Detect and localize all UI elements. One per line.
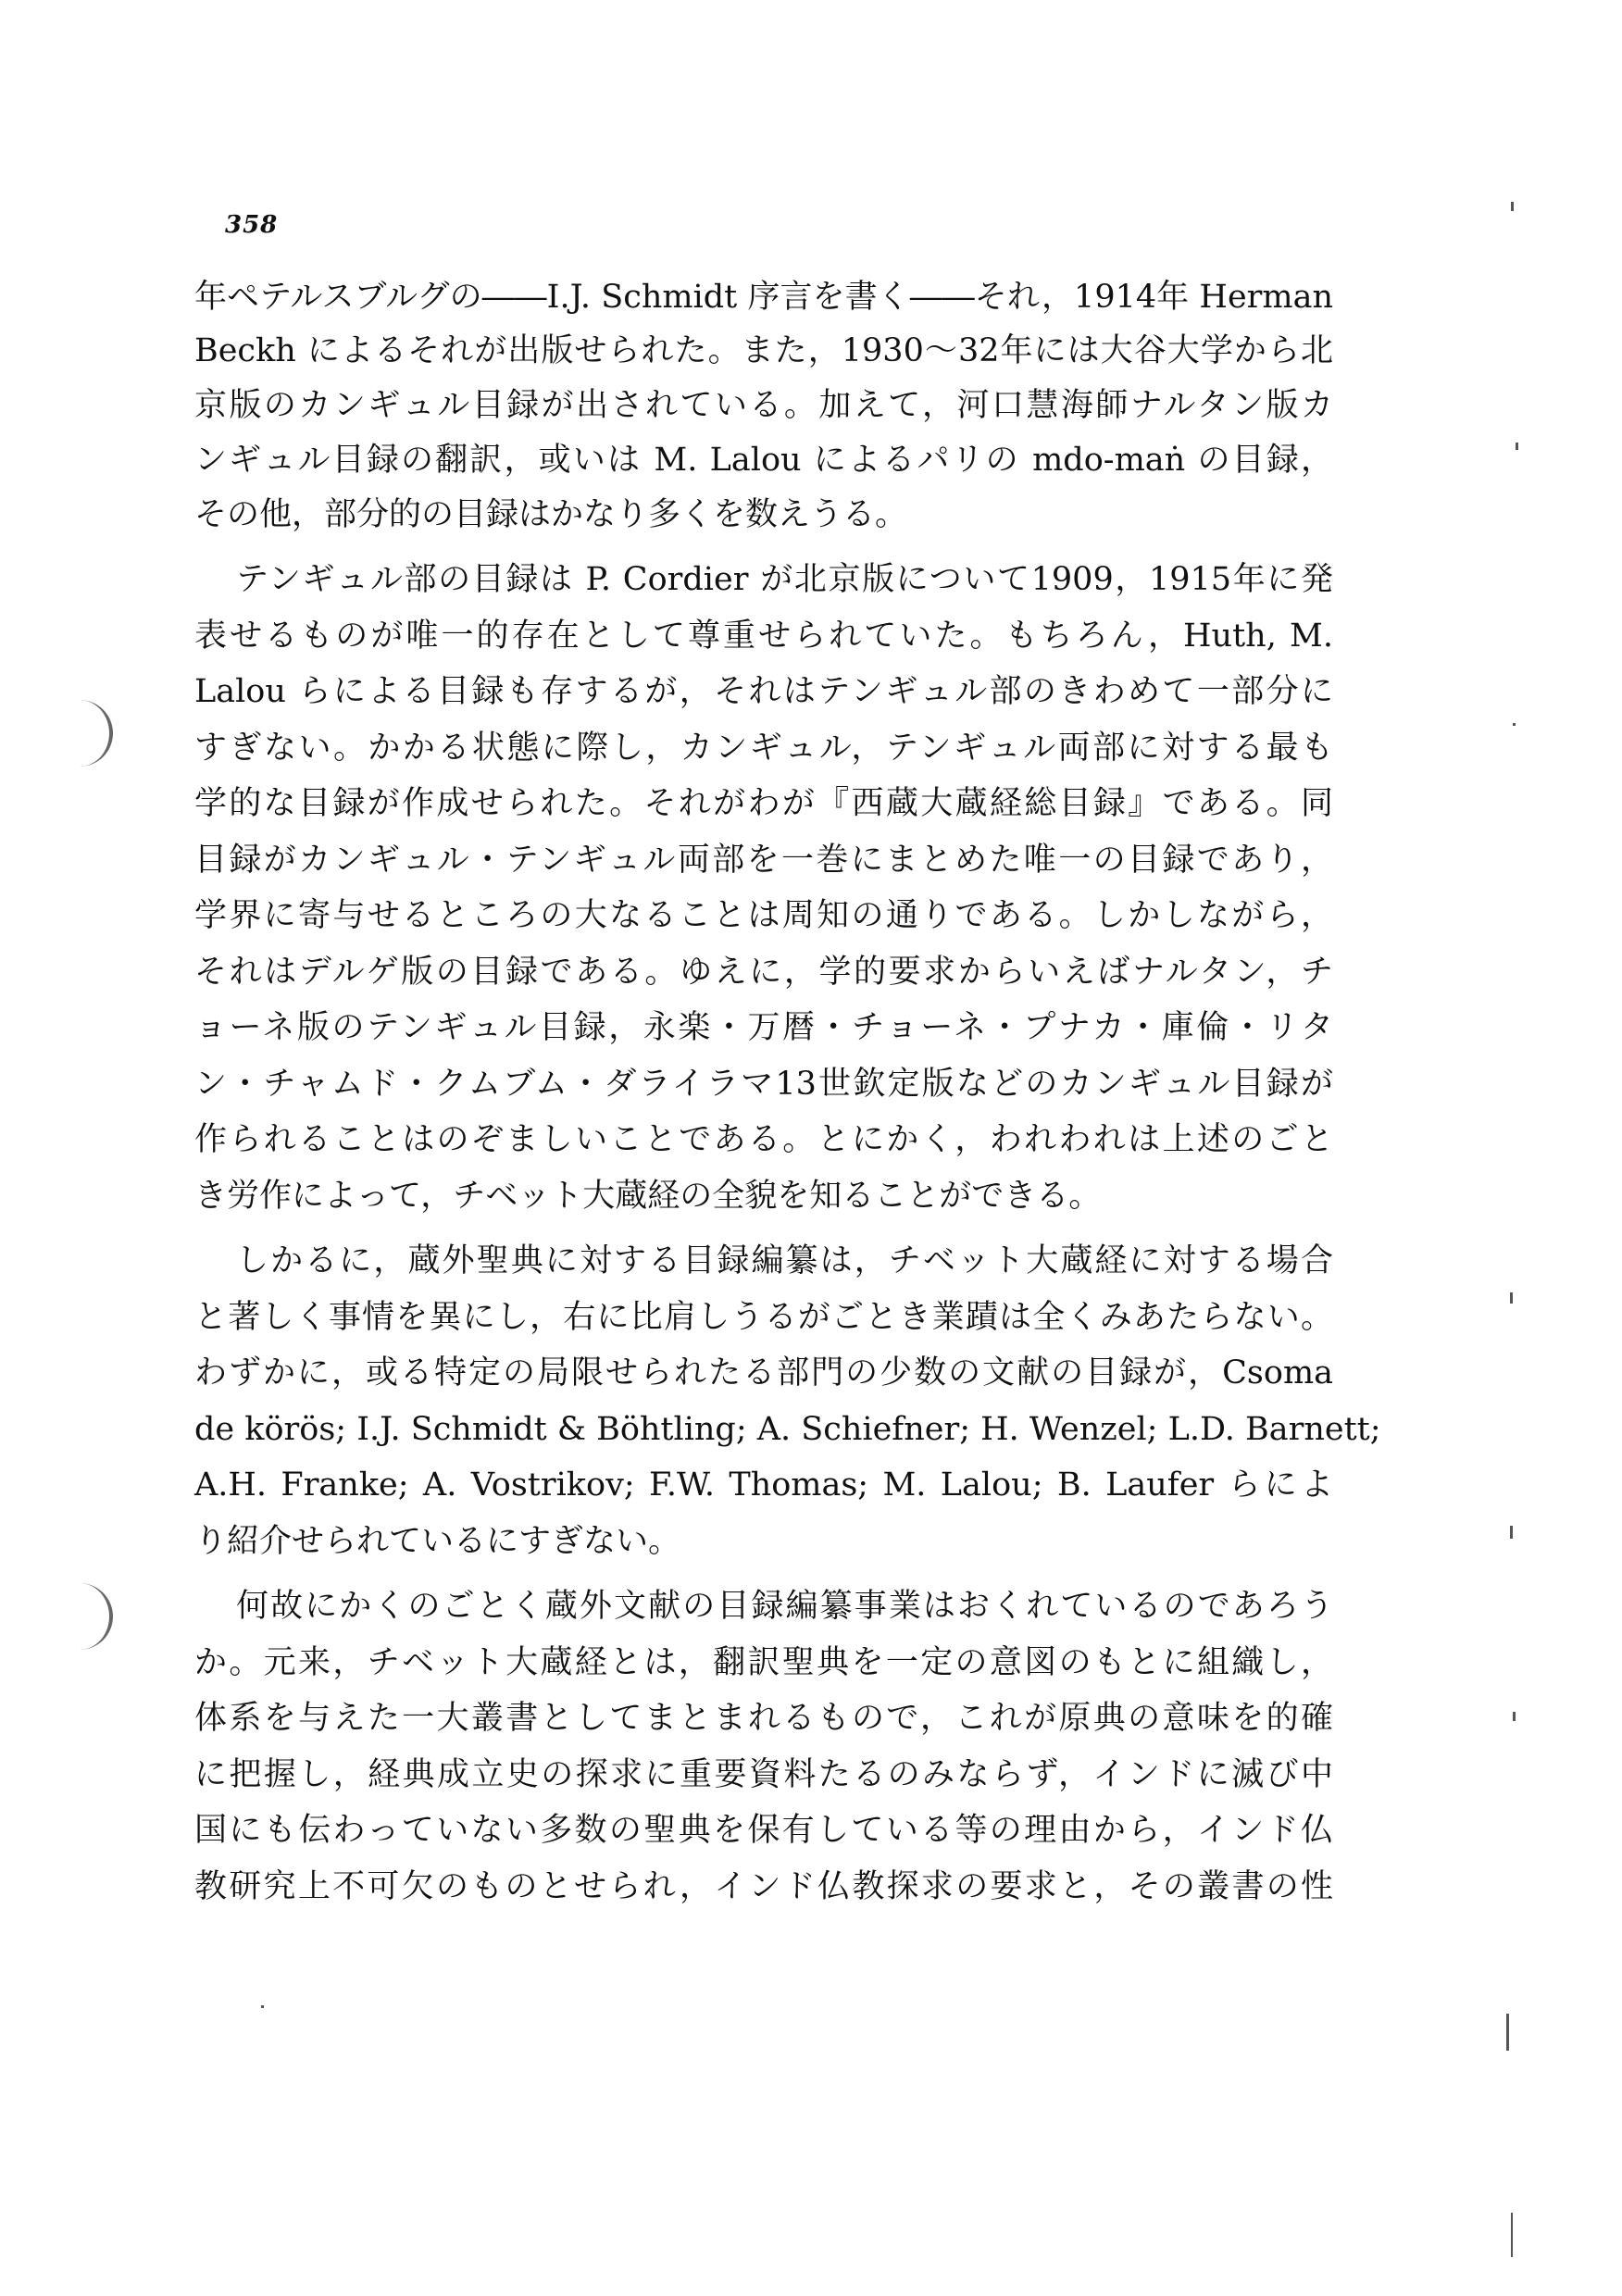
scan-speck [1510, 1292, 1513, 1304]
text-line: ン・チャムド・クムブム・ダライラマ13世欽定版などのカンギュル目録が [194, 1066, 1333, 1103]
text-line: Lalou らによる目録も存するが，それはテンギュル部のきわめて一部分に [194, 673, 1333, 710]
text-line: 年ペテルスブルグの――I.J. Schmidt 序言を書く――それ，1914年 Herman [194, 279, 1333, 316]
text-line: その他，部分的の目録はかなり多くを数えうる。 [194, 496, 908, 533]
scan-speck [1513, 723, 1516, 726]
scan-speck [1506, 2014, 1509, 2051]
text-line: 体系を与えた一大叢書としてまとまれるもので，これが原典の意味を的確 [194, 1700, 1333, 1737]
text-line: 国にも伝わっていない多数の聖典を保有している等の理由から，インド仏 [194, 1812, 1333, 1849]
text-line: 教研究上不可欠のものとせられ，インド仏教探求の要求と，その叢書の性 [194, 1868, 1333, 1905]
text-line: Beckh によるそれが出版せられた。また，1930～32年には大谷大学から北 [194, 332, 1333, 369]
text-line: ョーネ版のテンギュル目録，永楽・万暦・チョーネ・プナカ・庫倫・リタ [194, 1009, 1333, 1046]
text-line: か。元来，チベット大蔵経とは，翻訳聖典を一定の意図のもとに組織し， [194, 1644, 1333, 1681]
text-line: 何故にかくのごとく蔵外文献の目録編纂事業はおくれているのであろう [236, 1588, 1333, 1625]
text-line: 目録がカンギュル・テンギュル両部を一巻にまとめた唯一の目録であり， [194, 842, 1333, 879]
binding-hole-mark-upper [78, 700, 113, 767]
text-line: それはデルゲ版の目録である。ゆえに，学的要求からいえばナルタン，チ [194, 954, 1333, 991]
text-line: り紹介せられているにすぎない。 [194, 1523, 681, 1560]
text-line: de körös; I.J. Schmidt & Böhtling; A. Schiefner; H. Wenzel; L.D. Barnett; [194, 1411, 1381, 1448]
scan-speck [261, 2005, 264, 2008]
binding-hole-mark-lower [78, 1583, 113, 1650]
scan-speck [1511, 2213, 1513, 2257]
text-line: 学界に寄与せるところの大なることは周知の通りである。しかしながら， [194, 897, 1333, 934]
scan-speck [1516, 443, 1518, 450]
scan-speck [1510, 1526, 1513, 1539]
text-line: ンギュル目録の翻訳，或いは M. Lalou によるパリの mdo-maṅ の目録， [194, 442, 1333, 479]
scan-speck [1513, 1712, 1516, 1721]
text-line: すぎない。かかる状態に際し，カンギュル，テンギュル両部に対する最も [194, 730, 1333, 767]
text-line: き労作によって，チベット大蔵経の全貌を知ることができる。 [194, 1178, 1102, 1215]
text-line: 京版のカンギュル目録が出されている。加えて，河口慧海師ナルタン版カ [194, 387, 1333, 424]
text-line: 表せるものが唯一的存在として尊重せられていた。もちろん，Huth, M. [194, 618, 1333, 655]
text-line: に把握し，経典成立史の探求に重要資料たるのみならず，インドに滅び中 [194, 1756, 1333, 1793]
text-line: A.H. Franke; A. Vostrikov; F.W. Thomas; M. Lalou; B. Laufer らによ [194, 1466, 1333, 1504]
text-line: しかるに，蔵外聖典に対する目録編纂は，チベット大蔵経に対する場合 [236, 1242, 1333, 1279]
text-line: 作られることはのぞましいことである。とにかく，われわれは上述のごと [194, 1121, 1333, 1158]
text-line: と著しく事情を異にし，右に比肩しうるがごとき業蹟は全くみあたらない。 [194, 1299, 1333, 1336]
page-number: 358 [225, 211, 279, 239]
text-line: テンギュル部の目録は P. Cordier が北京版について1909，1915年に発 [236, 561, 1333, 598]
text-line: 学的な目録が作成せられた。それがわが『西蔵大蔵経総目録』である。同 [194, 785, 1333, 822]
scan-speck [1511, 202, 1514, 211]
text-line: わずかに，或る特定の局限せられたる部門の少数の文献の目録が，Csoma [194, 1354, 1333, 1391]
